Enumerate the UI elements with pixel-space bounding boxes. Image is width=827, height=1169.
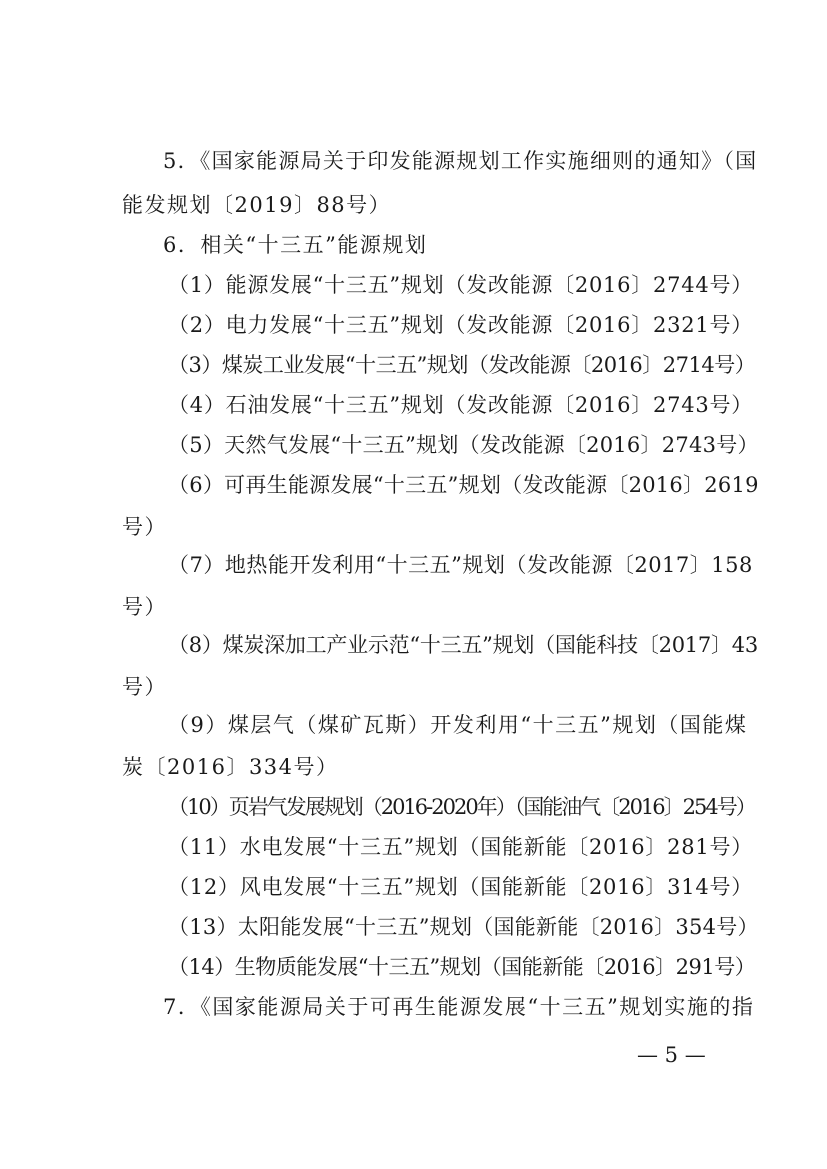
text-line: 号）: [122, 515, 167, 539]
text-line: （11）水电发展“十三五”规划（国能新能〔2016〕281号）: [168, 835, 753, 859]
text-line: （6）可再生能源发展“十三五”规划（发改能源〔2016〕2619: [168, 473, 759, 497]
text-line: 5．《国家能源局关于印发能源规划工作实施细则的通知》（国: [163, 149, 758, 173]
text-line: 号）: [122, 595, 167, 619]
text-line: 号）: [122, 675, 167, 699]
text-line: 7．《国家能源局关于可再生能源发展“十三五”规划实施的指: [163, 995, 755, 1019]
text-line: （7）地热能开发利用“十三五”规划（发改能源〔2017〕158: [168, 553, 753, 577]
text-line: （10）页岩气发展规划（2016-2020年）（国能油气〔2016〕254号）: [168, 795, 755, 819]
text-line: （3）煤炭工业发展“十三五”规划（发改能源〔2016〕2714号）: [168, 353, 756, 377]
text-line: （14）生物质能发展“十三五”规划（国能新能〔2016〕291号）: [168, 955, 756, 979]
text-line: （4）石油发展“十三五”规划（发改能源〔2016〕2743号）: [168, 393, 753, 417]
text-line: （13）太阳能发展“十三五”规划（国能新能〔2016〕354号）: [168, 915, 759, 939]
text-line: 6．相关“十三五”能源规划: [163, 233, 428, 257]
text-line: （12）风电发展“十三五”规划（国能新能〔2016〕314号）: [168, 875, 753, 899]
text-line: （9）煤层气（煤矿瓦斯）开发利用“十三五”规划（国能煤: [168, 713, 748, 737]
text-line: （1）能源发展“十三五”规划（发改能源〔2016〕2744号）: [168, 273, 753, 297]
text-line: （5）天然气发展“十三五”规划（发改能源〔2016〕2743号）: [168, 433, 759, 457]
page-number: — 5 —: [637, 1043, 706, 1067]
text-line: 炭〔2016〕334号）: [122, 755, 339, 779]
text-line: （8）煤炭深加工产业示范“十三五”规划（国能科技〔2017〕43: [168, 633, 758, 657]
text-line: （2）电力发展“十三五”规划（发改能源〔2016〕2321号）: [168, 313, 753, 337]
text-line: 能发规划〔2019〕88号）: [122, 193, 392, 217]
